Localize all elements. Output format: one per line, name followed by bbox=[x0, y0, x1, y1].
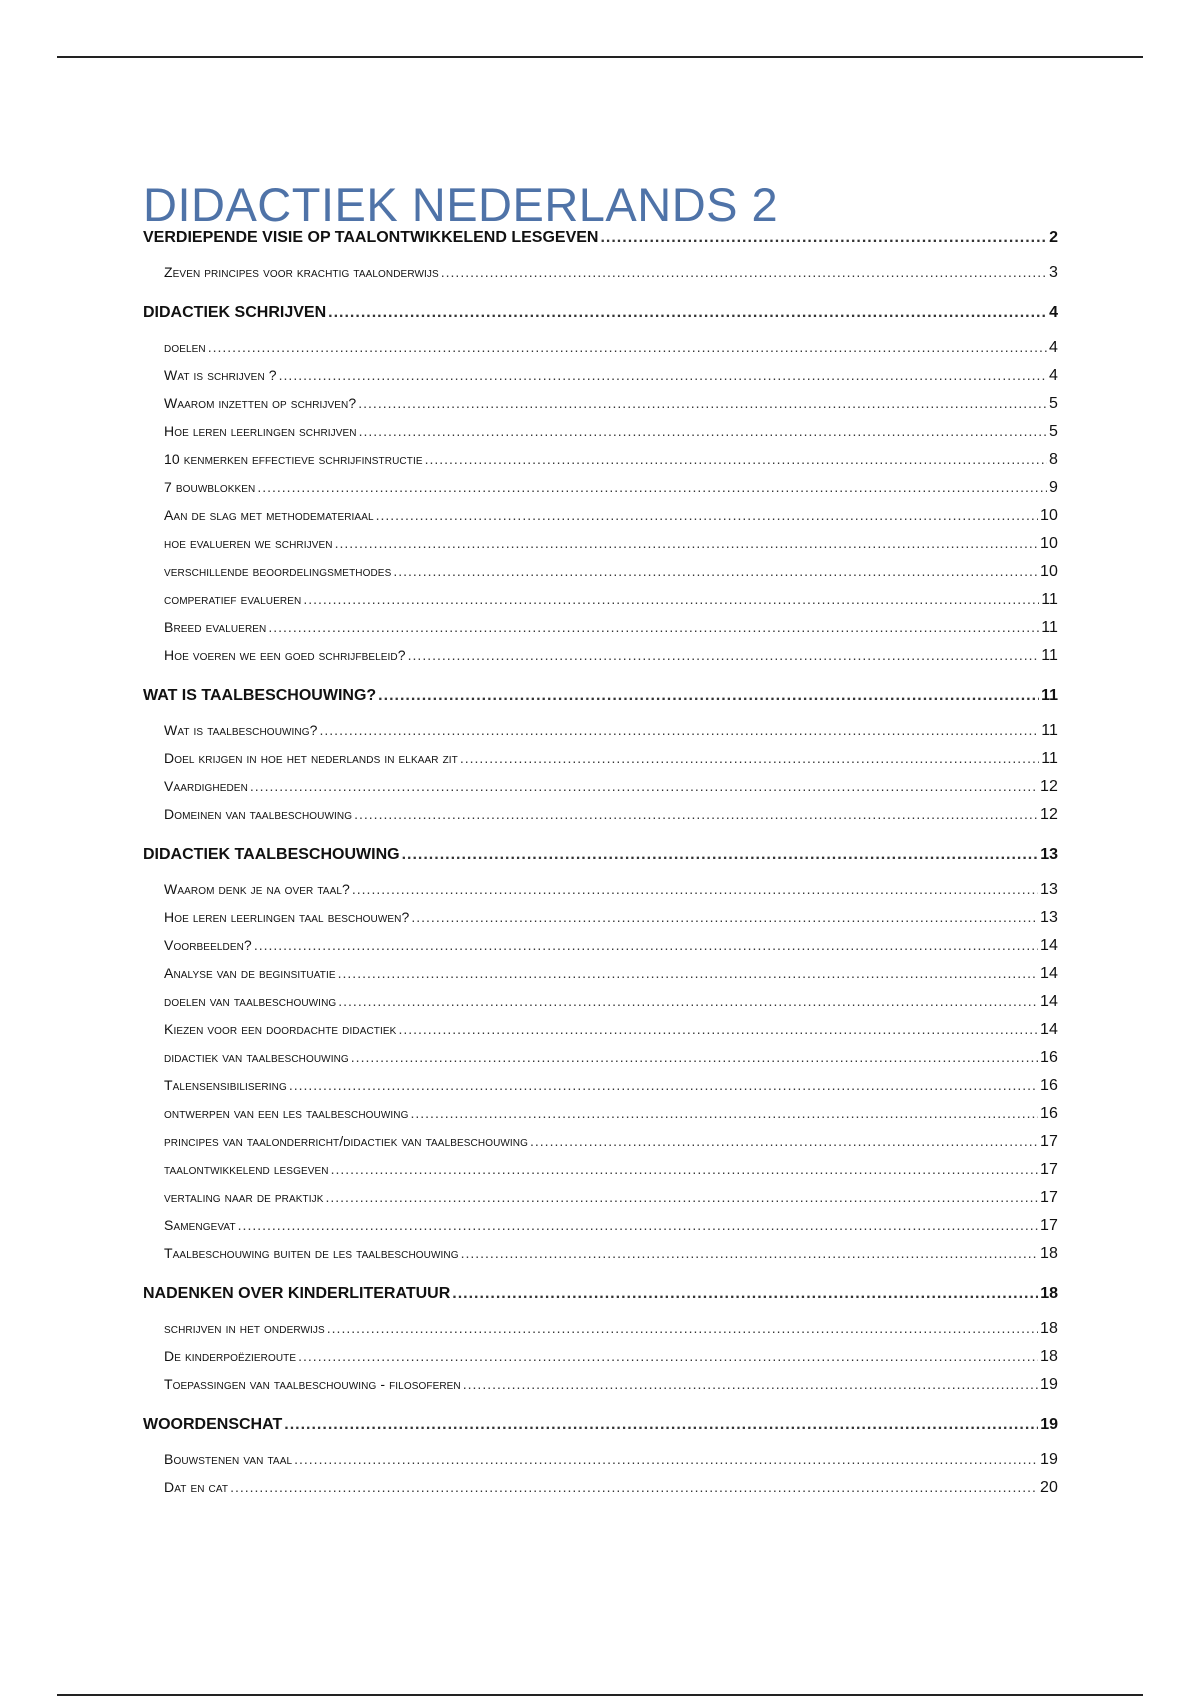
toc-section-label: NADENKEN OVER KINDERLITERATUUR bbox=[143, 1285, 451, 1302]
toc-leader-dots bbox=[326, 1189, 1039, 1205]
toc-page-number: 16 bbox=[1040, 1077, 1058, 1094]
toc-subsection-label: ontwerpen van een les taalbeschouwing bbox=[164, 1105, 409, 1121]
toc-leader-dots bbox=[452, 1285, 1038, 1303]
toc-subsection-label: Hoe voeren we een goed schrijfbeleid? bbox=[164, 647, 406, 663]
toc-subsection-entry[interactable] bbox=[143, 881, 1058, 909]
toc-page-number: 11 bbox=[1041, 619, 1058, 636]
toc-subsection-entry[interactable] bbox=[143, 1161, 1058, 1189]
toc-page-number: 13 bbox=[1040, 881, 1058, 898]
toc-subsection-entry[interactable] bbox=[143, 535, 1058, 563]
toc-subsection-label: Doel krijgen in hoe het nederlands in elkaar zit bbox=[164, 750, 458, 766]
toc-page-number: 8 bbox=[1049, 451, 1058, 468]
toc-page-number: 9 bbox=[1049, 479, 1058, 496]
toc-page-number: 17 bbox=[1040, 1217, 1058, 1234]
toc-subsection-label: Kiezen voor een doordachte didactiek bbox=[164, 1021, 397, 1037]
toc-subsection-entry[interactable] bbox=[143, 1105, 1058, 1133]
toc-leader-dots bbox=[257, 479, 1047, 495]
toc-page-number: 19 bbox=[1040, 1376, 1058, 1393]
toc-leader-dots bbox=[358, 395, 1047, 411]
toc-page-number: 19 bbox=[1040, 1451, 1058, 1468]
toc-leader-dots bbox=[338, 993, 1038, 1009]
toc-subsection-label: Zeven principes voor krachtig taalonderwijs bbox=[164, 264, 439, 280]
toc-page-number: 4 bbox=[1049, 339, 1058, 356]
toc-leader-dots bbox=[294, 1451, 1038, 1467]
toc-subsection-label: Samengevat bbox=[164, 1217, 236, 1233]
toc-leader-dots bbox=[378, 687, 1039, 705]
toc-subsection-entry[interactable] bbox=[143, 507, 1058, 535]
toc-leader-dots bbox=[425, 451, 1047, 467]
toc-leader-dots bbox=[284, 1416, 1038, 1434]
toc-subsection-entry[interactable] bbox=[143, 1021, 1058, 1049]
toc-subsection-entry[interactable] bbox=[143, 1077, 1058, 1105]
toc-subsection-label: verschillende beoordelingsmethodes bbox=[164, 563, 392, 579]
toc-leader-dots bbox=[408, 647, 1040, 663]
toc-page-number: 5 bbox=[1049, 395, 1058, 412]
toc-subsection-label: Hoe leren leerlingen schrijven bbox=[164, 423, 357, 439]
toc-subsection-entry[interactable] bbox=[143, 563, 1058, 591]
toc-subsection-entry[interactable] bbox=[143, 965, 1058, 993]
toc-subsection-entry[interactable] bbox=[143, 1133, 1058, 1161]
toc-page-number: 11 bbox=[1041, 750, 1058, 767]
toc-leader-dots bbox=[461, 1245, 1038, 1261]
toc-subsection-label: Waarom inzetten op schrijven? bbox=[164, 395, 357, 411]
toc-subsection-entry[interactable] bbox=[143, 647, 1058, 675]
toc-subsection-label: Waarom denk je na over taal? bbox=[164, 881, 350, 897]
toc-leader-dots bbox=[208, 339, 1047, 355]
toc-section-label: WOORDENSCHAT bbox=[143, 1416, 283, 1433]
toc-subsection-entry[interactable] bbox=[143, 778, 1058, 806]
toc-page-number: 14 bbox=[1040, 1021, 1058, 1038]
toc-page-number: 18 bbox=[1040, 1320, 1058, 1337]
toc-leader-dots bbox=[303, 591, 1039, 607]
toc-subsection-entry[interactable] bbox=[143, 1348, 1058, 1376]
toc-page-number: 18 bbox=[1040, 1348, 1058, 1365]
toc-subsection-label: Taalbeschouwing buiten de les taalbeschouwing bbox=[164, 1245, 459, 1261]
toc-section-label: DIDACTIEK SCHRIJVEN bbox=[143, 304, 327, 321]
toc-page-number: 14 bbox=[1040, 937, 1058, 954]
toc-page-number: 14 bbox=[1040, 993, 1058, 1010]
toc-subsection-label: 10 kenmerken effectieve schrijfinstructie bbox=[164, 451, 423, 467]
toc-subsection-label: schrijven in het onderwijs bbox=[164, 1320, 325, 1336]
toc-subsection-entry[interactable] bbox=[143, 806, 1058, 834]
toc-page-number: 16 bbox=[1040, 1049, 1058, 1066]
toc-subsection-label: principes van taalonderricht/didactiek van taalbeschouwing bbox=[164, 1133, 529, 1149]
toc-subsection-entry[interactable] bbox=[143, 937, 1058, 965]
toc-page-number: 20 bbox=[1040, 1479, 1058, 1496]
toc-page-number: 13 bbox=[1040, 909, 1058, 926]
toc-subsection-entry[interactable] bbox=[143, 1189, 1058, 1217]
toc-subsection-label: Hoe leren leerlingen taal beschouwen? bbox=[164, 909, 410, 925]
toc-subsection-label: Domeinen van taalbeschouwing bbox=[164, 806, 353, 822]
toc-subsection-label: Vaardigheden bbox=[164, 778, 248, 794]
toc-subsection-label: comperatief evalueren bbox=[164, 591, 302, 607]
toc-leader-dots bbox=[600, 229, 1047, 247]
toc-leader-dots bbox=[327, 1320, 1038, 1336]
toc-subsection-entry[interactable] bbox=[143, 1320, 1058, 1348]
toc-subsection-entry[interactable] bbox=[143, 1451, 1058, 1479]
toc-subsection-label: hoe evalueren we schrijven bbox=[164, 535, 333, 551]
toc-page-number: 4 bbox=[1049, 304, 1058, 321]
toc-subsection-label: Breed evalueren bbox=[164, 619, 267, 635]
toc-page-number: 16 bbox=[1040, 1105, 1058, 1122]
toc-subsection-label: Wat is schrijven ? bbox=[164, 367, 277, 383]
toc-subsection-entry[interactable] bbox=[143, 339, 1058, 367]
toc-leader-dots bbox=[254, 937, 1038, 953]
toc-leader-dots bbox=[411, 1105, 1039, 1121]
toc-section-heading[interactable] bbox=[143, 229, 1058, 254]
toc-subsection-entry[interactable] bbox=[143, 750, 1058, 778]
toc-leader-dots bbox=[354, 806, 1038, 822]
toc-subsection-label: didactiek van taalbeschouwing bbox=[164, 1049, 349, 1065]
toc-subsection-entry[interactable] bbox=[143, 909, 1058, 937]
toc-subsection-entry[interactable] bbox=[143, 1049, 1058, 1077]
toc-page-number: 12 bbox=[1040, 806, 1058, 823]
toc-subsection-label: De kinderpoëzieroute bbox=[164, 1348, 297, 1364]
toc-page-number: 10 bbox=[1040, 507, 1058, 524]
toc-subsection-label: Aan de slag met methodemateriaal bbox=[164, 507, 374, 523]
toc-leader-dots bbox=[441, 264, 1047, 280]
toc-page-number: 17 bbox=[1040, 1133, 1058, 1150]
header-rule bbox=[57, 56, 1143, 58]
toc-leader-dots bbox=[402, 846, 1039, 864]
toc-page-number: 2 bbox=[1049, 229, 1058, 246]
toc-subsection-entry[interactable] bbox=[143, 367, 1058, 395]
toc-subsection-entry[interactable] bbox=[143, 993, 1058, 1021]
table-of-contents bbox=[143, 229, 1058, 1507]
toc-page-number: 13 bbox=[1040, 846, 1058, 863]
toc-subsection-label: Talensensibilisering bbox=[164, 1077, 287, 1093]
toc-section-heading[interactable] bbox=[143, 846, 1058, 871]
toc-page-number: 18 bbox=[1040, 1245, 1058, 1262]
toc-subsection-entry[interactable] bbox=[143, 722, 1058, 750]
toc-subsection-entry[interactable] bbox=[143, 1376, 1058, 1404]
toc-leader-dots bbox=[530, 1133, 1038, 1149]
document-title: DIDACTIEK NEDERLANDS 2 bbox=[143, 178, 779, 232]
toc-subsection-label: Analyse van de beginsituatie bbox=[164, 965, 336, 981]
toc-subsection-entry[interactable] bbox=[143, 395, 1058, 423]
toc-leader-dots bbox=[331, 1161, 1038, 1177]
toc-leader-dots bbox=[376, 507, 1038, 523]
toc-leader-dots bbox=[393, 563, 1038, 579]
toc-page-number: 11 bbox=[1041, 722, 1058, 739]
toc-leader-dots bbox=[398, 1021, 1038, 1037]
toc-page-number: 14 bbox=[1040, 965, 1058, 982]
toc-leader-dots bbox=[328, 304, 1047, 322]
toc-leader-dots bbox=[411, 909, 1038, 925]
toc-page-number: 3 bbox=[1049, 264, 1058, 281]
toc-page-number: 17 bbox=[1040, 1161, 1058, 1178]
toc-page-number: 4 bbox=[1049, 367, 1058, 384]
toc-leader-dots bbox=[463, 1376, 1038, 1392]
toc-page-number: 5 bbox=[1049, 423, 1058, 440]
toc-page-number: 11 bbox=[1041, 687, 1058, 704]
toc-subsection-entry[interactable] bbox=[143, 479, 1058, 507]
toc-page-number: 10 bbox=[1040, 563, 1058, 580]
toc-page-number: 11 bbox=[1041, 591, 1058, 608]
toc-leader-dots bbox=[268, 619, 1039, 635]
toc-subsection-entry[interactable] bbox=[143, 1245, 1058, 1273]
footer-rule bbox=[57, 1694, 1143, 1696]
toc-leader-dots bbox=[230, 1479, 1038, 1495]
toc-leader-dots bbox=[335, 535, 1038, 551]
toc-subsection-label: Bouwstenen van taal bbox=[164, 1451, 293, 1467]
toc-subsection-label: vertaling naar de praktijk bbox=[164, 1189, 324, 1205]
toc-subsection-entry[interactable] bbox=[143, 591, 1058, 619]
toc-page-number: 10 bbox=[1040, 535, 1058, 552]
toc-subsection-entry[interactable] bbox=[143, 451, 1058, 479]
toc-leader-dots bbox=[460, 750, 1039, 766]
toc-subsection-label: Toepassingen van taalbeschouwing - filosoferen bbox=[164, 1376, 461, 1392]
toc-subsection-label: Dat en cat bbox=[164, 1479, 229, 1495]
toc-leader-dots bbox=[289, 1077, 1038, 1093]
toc-section-label: VERDIEPENDE VISIE OP TAALONTWIKKELEND LESGEVEN bbox=[143, 229, 599, 246]
toc-page-number: 11 bbox=[1041, 647, 1058, 664]
toc-subsection-entry[interactable] bbox=[143, 423, 1058, 451]
toc-page-number: 17 bbox=[1040, 1189, 1058, 1206]
toc-leader-dots bbox=[351, 1049, 1038, 1065]
toc-leader-dots bbox=[238, 1217, 1038, 1233]
toc-subsection-label: taalontwikkelend lesgeven bbox=[164, 1161, 329, 1177]
toc-subsection-label: 7 bouwblokken bbox=[164, 479, 256, 495]
toc-leader-dots bbox=[359, 423, 1047, 439]
toc-page-number: 12 bbox=[1040, 778, 1058, 795]
toc-leader-dots bbox=[279, 367, 1047, 383]
toc-subsection-label: doelen van taalbeschouwing bbox=[164, 993, 337, 1009]
toc-section-heading[interactable] bbox=[143, 687, 1058, 712]
toc-page-number: 19 bbox=[1040, 1416, 1058, 1433]
toc-leader-dots bbox=[298, 1348, 1038, 1364]
toc-subsection-entry[interactable] bbox=[143, 619, 1058, 647]
toc-leader-dots bbox=[250, 778, 1038, 794]
toc-leader-dots bbox=[320, 722, 1040, 738]
toc-leader-dots bbox=[338, 965, 1038, 981]
toc-subsection-label: Voorbeelden? bbox=[164, 937, 252, 953]
toc-subsection-label: doelen bbox=[164, 339, 206, 355]
toc-subsection-entry[interactable] bbox=[143, 1479, 1058, 1507]
toc-section-heading[interactable] bbox=[143, 1416, 1058, 1441]
toc-subsection-label: Wat is taalbeschouwing? bbox=[164, 722, 318, 738]
toc-leader-dots bbox=[352, 881, 1038, 897]
toc-subsection-entry[interactable] bbox=[143, 264, 1058, 292]
toc-section-heading[interactable] bbox=[143, 1285, 1058, 1310]
toc-page-number: 18 bbox=[1040, 1285, 1058, 1302]
toc-section-label: WAT IS TAALBESCHOUWING? bbox=[143, 687, 377, 704]
toc-section-label: DIDACTIEK TAALBESCHOUWING bbox=[143, 846, 400, 863]
toc-section-heading[interactable] bbox=[143, 304, 1058, 329]
toc-subsection-entry[interactable] bbox=[143, 1217, 1058, 1245]
